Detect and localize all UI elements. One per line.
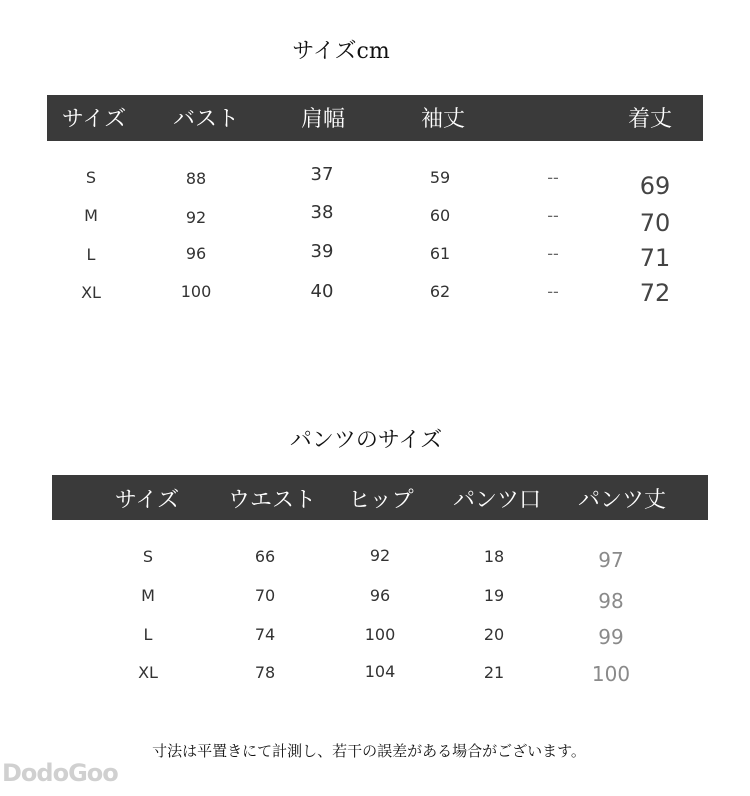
shoulder-cell: 40 — [310, 281, 334, 302]
measurement-note: 寸法は平置きにて計測し、若干の誤差がある場合がございます。 — [152, 742, 586, 760]
pants-length-cell: 97 — [598, 548, 624, 572]
top-table-title: サイズcm — [292, 39, 390, 64]
pants-length-cell: 99 — [598, 625, 624, 649]
bust-cell: 96 — [185, 244, 207, 263]
hem-cell: 21 — [483, 663, 505, 682]
sleeve-cell: 62 — [429, 282, 451, 301]
size-cell: XL — [138, 663, 158, 682]
bottom-table-title: パンツのサイズ — [289, 428, 443, 453]
header-bust: バスト — [172, 107, 240, 132]
length-cell: 70 — [639, 209, 671, 237]
hem-cell: 18 — [483, 547, 505, 566]
waist-cell: 78 — [254, 663, 276, 682]
dash-cell: -- — [547, 168, 559, 187]
bottom-table-header — [52, 475, 708, 520]
header-hip: ヒップ — [348, 488, 414, 513]
dash-cell: -- — [547, 206, 559, 225]
watermark-logo: DodoGoo — [2, 759, 118, 787]
size-cell: S — [142, 547, 154, 566]
bust-cell: 92 — [185, 208, 207, 227]
size-cell: L — [86, 245, 96, 264]
size-cell: M — [141, 586, 155, 605]
size-cell: L — [143, 625, 153, 644]
sleeve-cell: 60 — [429, 206, 451, 225]
header-waist: ウエスト — [227, 488, 317, 513]
bust-cell: 100 — [180, 282, 212, 301]
size-cell: S — [85, 168, 97, 187]
size-cell: XL — [81, 283, 101, 302]
length-cell: 72 — [639, 279, 671, 307]
length-cell: 71 — [639, 244, 671, 272]
hem-cell: 19 — [483, 586, 505, 605]
top-table-header — [47, 95, 703, 141]
shoulder-cell: 37 — [310, 164, 334, 185]
size-cell: M — [84, 206, 98, 225]
header-pants-length: パンツ丈 — [577, 488, 667, 513]
sleeve-cell: 61 — [429, 244, 451, 263]
length-cell: 69 — [639, 172, 671, 200]
pants-length-cell: 98 — [598, 589, 624, 613]
waist-cell: 70 — [254, 586, 276, 605]
shoulder-cell: 38 — [310, 202, 334, 223]
header-hem: パンツ口 — [452, 488, 542, 513]
waist-cell: 66 — [254, 547, 276, 566]
hip-cell: 92 — [369, 546, 391, 565]
hem-cell: 20 — [483, 625, 505, 644]
header-sleeve: 袖丈 — [420, 107, 466, 132]
header-length: 着丈 — [627, 107, 673, 132]
waist-cell: 74 — [254, 625, 276, 644]
bust-cell: 88 — [185, 169, 207, 188]
hip-cell: 104 — [364, 662, 396, 681]
dash-cell: -- — [547, 282, 559, 301]
header-size: サイズ — [61, 107, 127, 132]
pants-length-cell: 100 — [591, 662, 631, 686]
header-shoulder: 肩幅 — [300, 107, 346, 132]
shoulder-cell: 39 — [310, 241, 334, 262]
sleeve-cell: 59 — [429, 168, 451, 187]
dash-cell: -- — [547, 244, 559, 263]
hip-cell: 100 — [364, 625, 396, 644]
header-size: サイズ — [114, 488, 180, 513]
hip-cell: 96 — [369, 586, 391, 605]
